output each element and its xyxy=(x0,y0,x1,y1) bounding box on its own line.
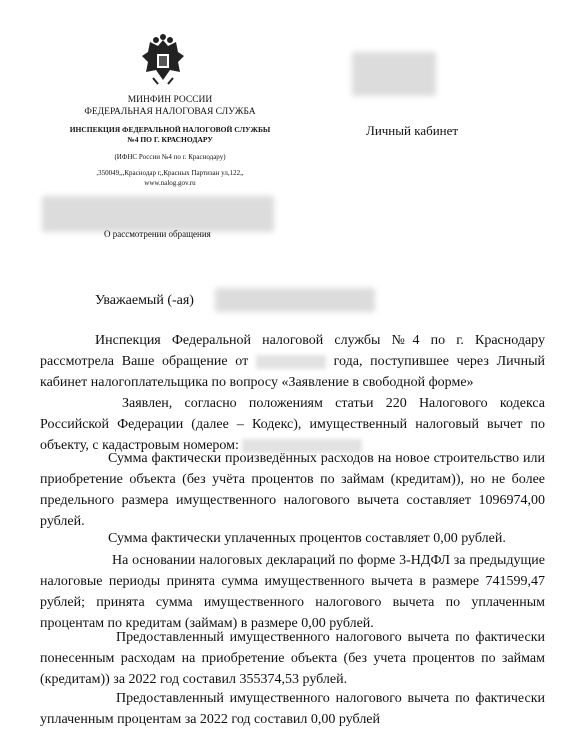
paragraph-5: На основании налоговых деклараций по форме 3-НДФЛ за предыдущие налоговые периоды принята сумма имущественного вычета в размере 741599,47 рублей; принята сумма имущественного налогового вычета по уплаченным процентам по кредитам (займам) в размере 0,00 рублей. xyxy=(40,553,545,631)
paragraph-3: Сумма фактически произведённых расходов на новое строительство или приобретение объекта (без учёта процентов по займам (кредитам)), но не более предельного размера имущественного налогового вычета составляет 1096974,00 рублей. xyxy=(40,451,545,529)
service-name: ФЕДЕРАЛЬНАЯ НАЛОГОВАЯ СЛУЖБА xyxy=(84,107,256,117)
ifns-short-name: (ИФНС России №4 по г. Краснодару) xyxy=(114,153,226,161)
redacted-recipient-name xyxy=(352,52,436,96)
inspection-line1: ИНСПЕКЦИЯ ФЕДЕРАЛЬНОЙ НАЛОГОВОЙ СЛУЖБЫ xyxy=(69,125,271,134)
inspection-website: www.nalog.gov.ru xyxy=(144,179,196,187)
greeting: Уважаемый (-ая) xyxy=(95,293,194,308)
paragraph-1-end: года, поступившее через Личный кабинет налогоплательщика по вопросу «Заявление в свободной форме» xyxy=(40,354,545,390)
paragraph-2 xyxy=(40,393,545,456)
paragraph-6: Предоставленный имущественного налогового вычета по фактически понесенным расходам на приобретение объекта (без учета процентов по займам (кредитам)) за 2022 год составил 355374,53 рублей. xyxy=(40,630,545,687)
inspection-line2: №4 ПО Г. КРАСНОДАРУ xyxy=(127,135,213,144)
letter-subject: О рассмотрении обращения xyxy=(104,229,211,239)
paragraph-4: Сумма фактически уплаченных процентов составляет 0,00 рублей. xyxy=(108,531,506,546)
paragraph-7: Предоставленный имущественного налогового вычета по фактически уплаченным процентам за 2022 год составил 0,00 рублей xyxy=(40,691,545,727)
coat-of-arms-icon xyxy=(138,34,188,86)
inspection-address: ,350049,,,Краснодар г,,Красных Партизан ул,122,, xyxy=(96,169,244,177)
redacted-reference-number xyxy=(42,196,274,232)
redacted-date xyxy=(256,355,326,369)
recipient-cabinet: Личный кабинет xyxy=(366,123,459,138)
ministry-name: МИНФИН РОССИИ xyxy=(127,95,213,105)
paragraph-1-start: Инспекция Федеральной налоговой службы №4 по г. Краснодару рассмотрела Ваше обращение от xyxy=(40,333,545,369)
paragraph-1 xyxy=(40,330,545,393)
paragraph-2-text: Заявлен, согласно положениям статьи 220 Налогового кодекса Российской Федерации (далее – Кодекс), имущественный налоговый вычет по объекту, с кадастровым номером: xyxy=(40,396,545,453)
redacted-addressee-name xyxy=(215,288,375,312)
